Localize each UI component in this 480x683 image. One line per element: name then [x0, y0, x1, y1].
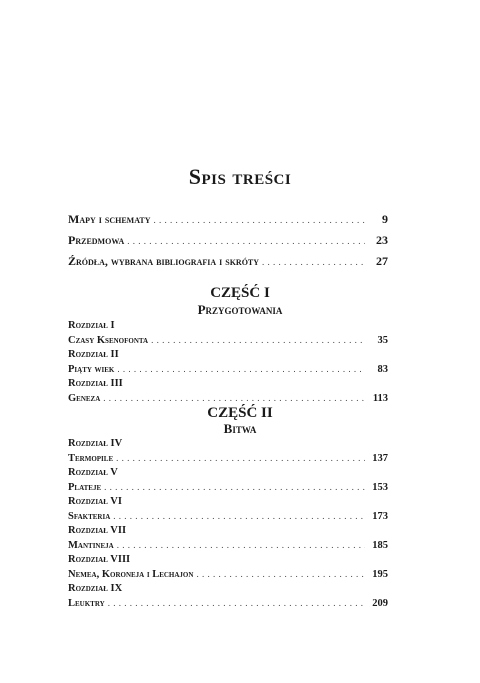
chapter-page: 83 [377, 364, 388, 375]
toc-entry-chapter[interactable] [68, 391, 388, 406]
chapter-number: Rozdział III [68, 378, 123, 389]
dot-leader [108, 596, 365, 611]
chapter-title: Sfakteria [68, 511, 111, 522]
chapter-page: 35 [377, 335, 388, 346]
chapter-number: Rozdział II [68, 349, 119, 360]
toc-entry-label: Przedmowa [68, 233, 125, 247]
dot-leader [117, 538, 365, 553]
chapter-title: Leuktry [68, 598, 105, 609]
toc-entry-sources[interactable] [68, 254, 388, 269]
dot-leader [117, 362, 365, 377]
chapter-block [68, 348, 388, 377]
chapter-block [68, 437, 388, 466]
chapter-block [68, 466, 388, 495]
chapter-block [68, 524, 388, 553]
dot-leader [116, 451, 365, 466]
toc-entry-chapter[interactable] [68, 333, 388, 348]
chapter-block [68, 495, 388, 524]
page-title: Spis treści [188, 164, 292, 189]
chapter-page: 195 [372, 569, 388, 580]
toc-entry-page: 27 [376, 254, 388, 268]
chapter-page: 137 [372, 453, 388, 464]
dot-leader [113, 509, 365, 524]
chapter-number: Rozdział V [68, 467, 118, 478]
chapter-title: Nemea, Koroneja i Lechajon [68, 569, 194, 580]
dot-leader [196, 567, 365, 582]
chapter-title: Geneza [68, 393, 101, 404]
chapter-number: Rozdział VI [68, 496, 122, 507]
chapter-page: 185 [372, 540, 388, 551]
part-2-chapter-list [68, 437, 388, 611]
chapter-page: 173 [372, 511, 388, 522]
chapter-block [68, 553, 388, 582]
toc-entry-chapter[interactable] [68, 480, 388, 495]
chapter-block [68, 319, 388, 348]
toc-entry-page: 23 [376, 233, 388, 247]
toc-entry-chapter[interactable] [68, 362, 388, 377]
toc-entry-label: Mapy i schematy [68, 212, 151, 226]
chapter-title: Czasy Ksenofonta [68, 335, 149, 346]
toc-entry-maps[interactable] [68, 212, 388, 227]
part-1-chapter-list [68, 319, 388, 406]
dot-leader [104, 480, 365, 495]
dot-leader [151, 333, 365, 348]
chapter-number: Rozdział IV [68, 438, 123, 449]
part-heading: CZĘŚĆ II [207, 405, 273, 421]
chapter-block [68, 377, 388, 406]
toc-entry-preface[interactable] [68, 233, 388, 248]
chapter-page: 113 [372, 393, 388, 404]
toc-entry-chapter[interactable] [68, 538, 388, 553]
part-subtitle: Przygotowania [197, 302, 283, 317]
chapter-block [68, 582, 388, 611]
front-matter-list [68, 212, 388, 275]
dot-leader [154, 212, 365, 227]
chapter-title: Mantineja [68, 540, 114, 551]
toc-entry-chapter[interactable] [68, 596, 388, 611]
part-subtitle: Bitwa [223, 421, 257, 436]
dot-leader [127, 233, 365, 248]
toc-entry-chapter[interactable] [68, 567, 388, 582]
chapter-number: Rozdział VIII [68, 554, 131, 565]
toc-entry-chapter[interactable] [68, 451, 388, 466]
dot-leader [262, 254, 365, 269]
chapter-number: Rozdział VII [68, 525, 127, 536]
chapter-title: Termopile [68, 453, 114, 464]
part-heading: CZĘŚĆ I [210, 285, 270, 301]
dot-leader [103, 391, 365, 406]
toc-entry-label: Źródła, wybrana bibliografia i skróty [68, 254, 260, 268]
chapter-page: 209 [372, 598, 388, 609]
chapter-title: Plateje [68, 482, 102, 493]
chapter-title: Piąty wiek [68, 364, 115, 375]
chapter-page: 153 [372, 482, 388, 493]
chapter-number: Rozdział I [68, 320, 115, 331]
toc-entry-chapter[interactable] [68, 509, 388, 524]
toc-entry-page: 9 [382, 212, 388, 226]
chapter-number: Rozdział IX [68, 583, 123, 594]
